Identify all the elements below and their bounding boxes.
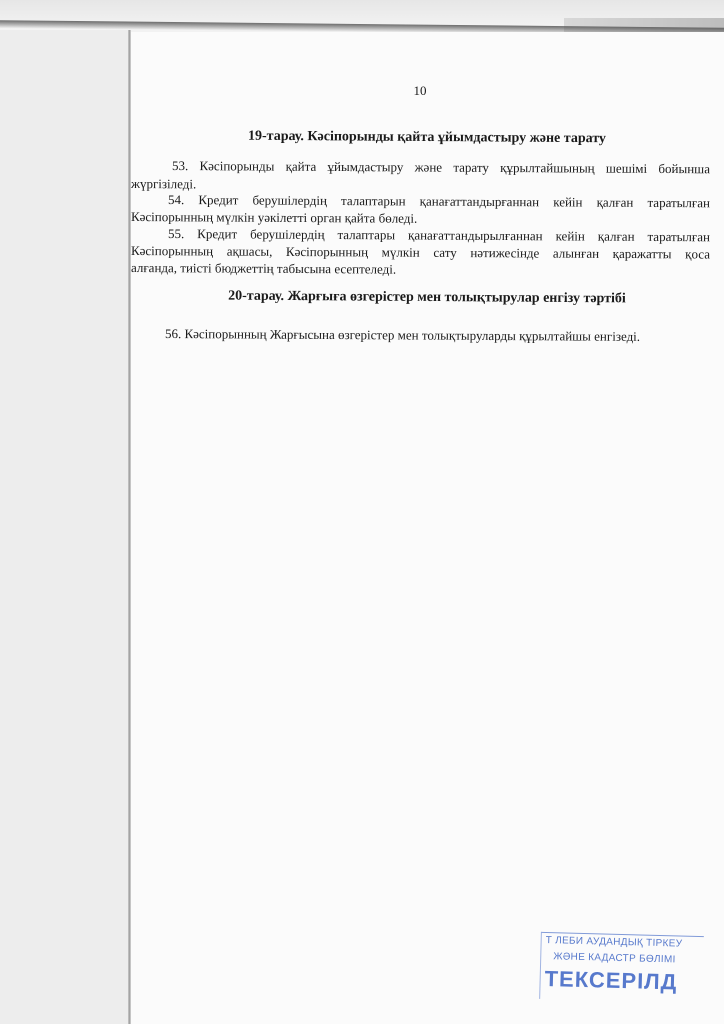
section-20-heading: 20-тарау. Жарғыға өзгерістер мен толықтырулар енгізу тәртібі	[228, 288, 626, 307]
paragraph-54-line-2: Кәсіпорынның мүлкін уәкілетті орган қайта бөледі.	[130, 209, 418, 226]
stamp-line-2: ЖӘНЕ КАДАСТР БӨЛІМІ	[553, 951, 676, 966]
paragraph-54-line-1: 54. Кредит берушілердің талаптарын қанағаттандырғаннан кейін қалған таратылған	[167, 192, 711, 211]
paragraph-56: 56. Кәсіпорынның Жарғысына өзгерістер мен толықтыруларды құрылтайшы енгізеді.	[164, 326, 641, 344]
paragraph-53-line-2: жүргізіледі.	[130, 176, 197, 192]
paragraph-55-line-1: 55. Кредит берушілердің талаптары қанағаттандырылғаннан кейін қалған таратылған	[167, 226, 711, 245]
paragraph-55-line-3: алғанда, тиісті бюджеттің табысына есептеледі.	[130, 260, 397, 277]
stamp-line-3: ТЕКСЕРІЛД	[544, 965, 678, 995]
paragraph-55-line-2: Кәсіпорынның ақшасы, Кәсіпорынның мүлкін сату нәтижесінде алынған қаражатты қоса	[130, 243, 711, 262]
page-number: 10	[413, 83, 427, 98]
registration-stamp	[539, 932, 704, 1003]
section-19-heading: 19-тарау. Кәсіпорынды қайта ұйымдастыру және тарату	[247, 128, 607, 147]
paragraph-53-line-1: 53. Кәсіпорынды қайта ұйымдастыру және тарату құрылтайшының шешімі бойынша	[171, 158, 711, 177]
stamp-line-1: Т ЛЕБИ АУДАНДЫҚ ТІРКЕУ	[545, 935, 683, 950]
